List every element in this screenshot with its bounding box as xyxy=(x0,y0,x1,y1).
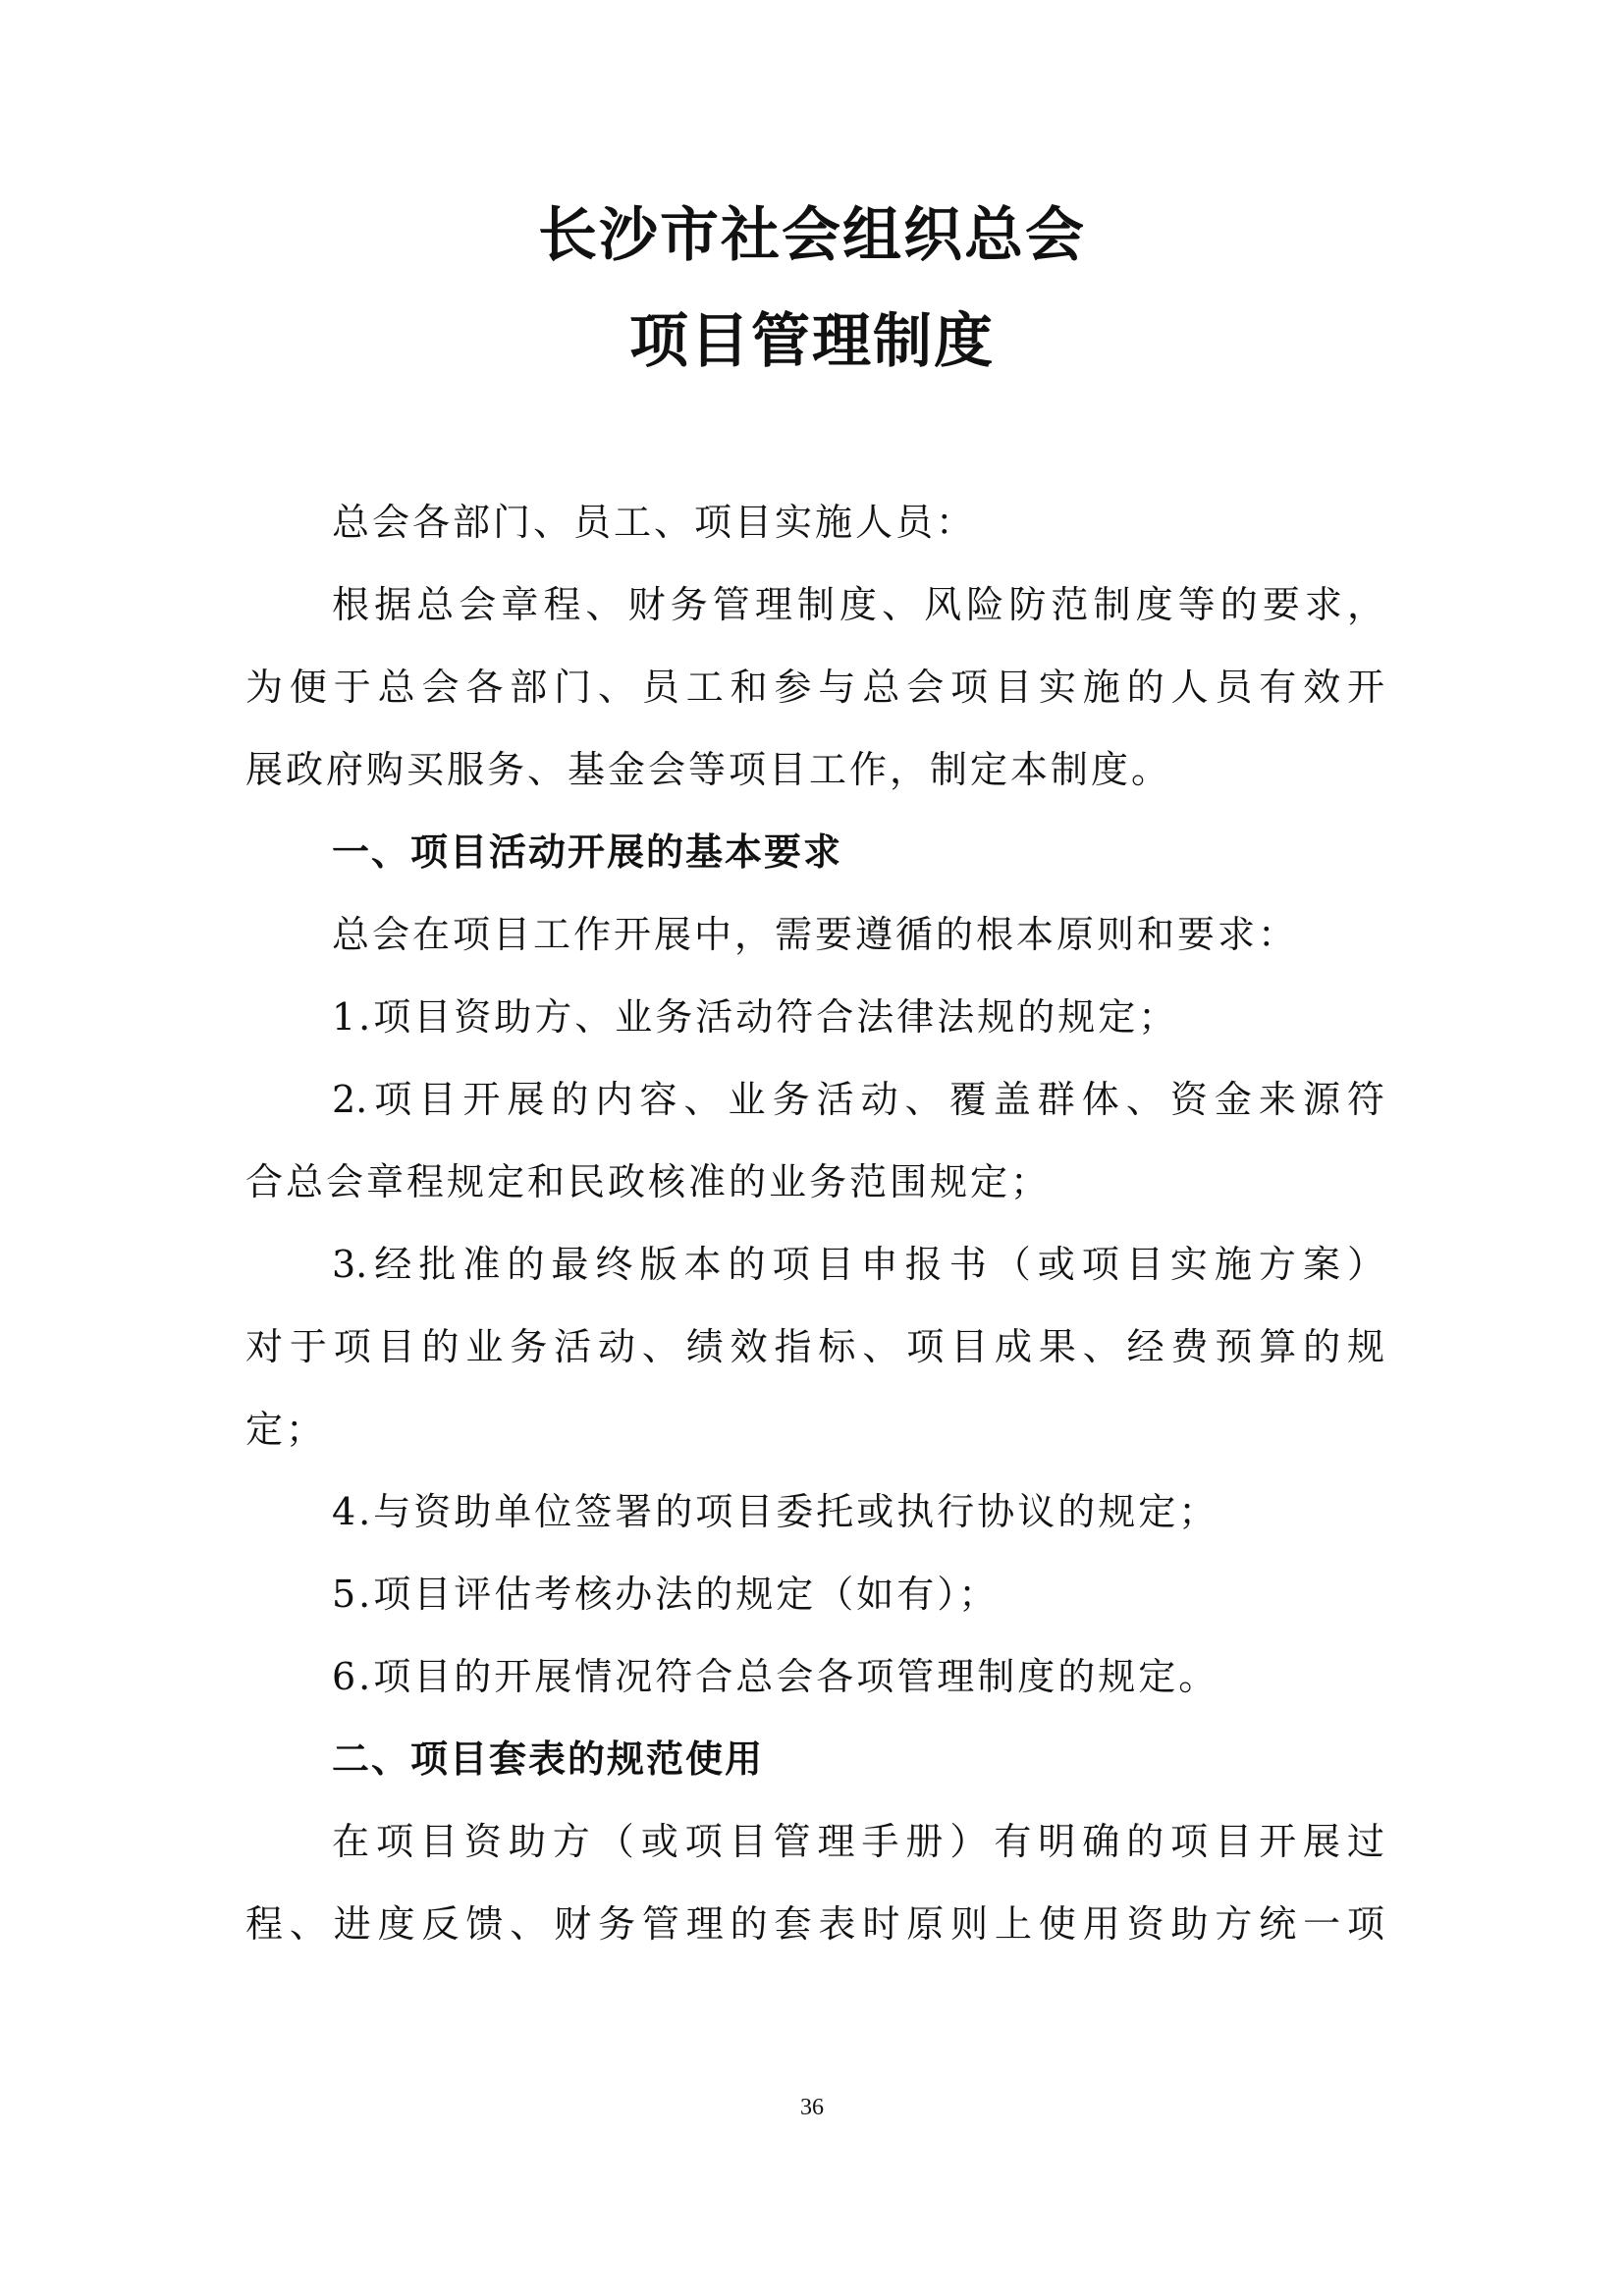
list-item-1: 1.项目资助方、业务活动符合法律法规的规定； xyxy=(332,995,1179,1039)
salutation: 总会各部门、员工、项目实施人员： xyxy=(332,501,977,544)
paragraph-intro-line-2: 为便于总会各部门、员工和参与总会项目实施的人员有效开 xyxy=(245,666,1384,709)
document-body xyxy=(245,481,1384,1965)
list-item-3-line-1: 3.经批准的最终版本的项目申报书（或项目实施方案） xyxy=(332,1243,1384,1286)
section-1-intro: 总会在项目工作开展中，需要遵循的根本原则和要求： xyxy=(332,913,1299,956)
list-item-2-line-2: 合总会章程规定和民政核准的业务范围规定； xyxy=(245,1160,1052,1203)
list-item-4: 4.与资助单位签署的项目委托或执行协议的规定； xyxy=(332,1490,1219,1533)
paragraph-intro-line-1: 根据总会章程、财务管理制度、风险防范制度等的要求， xyxy=(332,583,1384,626)
list-item-3-line-2: 对于项目的业务活动、绩效指标、项目成果、经费预算的规 xyxy=(245,1325,1384,1368)
section-2-line-1: 在项目资助方（或项目管理手册）有明确的项目开展过 xyxy=(332,1820,1384,1863)
list-item-6: 6.项目的开展情况符合总会各项管理制度的规定。 xyxy=(332,1655,1219,1698)
document-title-line-2: 项目管理制度 xyxy=(629,307,995,376)
document-title-line-1: 长沙市社会组织总会 xyxy=(538,201,1086,270)
list-item-3-line-3: 定； xyxy=(245,1408,327,1451)
page-number: 36 xyxy=(800,2095,824,2120)
list-item-5: 5.项目评估考核办法的规定（如有）； xyxy=(332,1573,1000,1616)
paragraph-intro-line-3: 展政府购买服务、基金会等项目工作，制定本制度。 xyxy=(245,748,1172,791)
section-2-line-2: 程、进度反馈、财务管理的套表时原则上使用资助方统一项 xyxy=(245,1902,1384,1946)
section-heading-2: 二、项目套表的规范使用 xyxy=(332,1737,765,1781)
section-heading-1: 一、项目活动开展的基本要求 xyxy=(332,830,843,874)
list-item-2-line-1: 2.项目开展的内容、业务活动、覆盖群体、资金来源符 xyxy=(332,1078,1384,1121)
